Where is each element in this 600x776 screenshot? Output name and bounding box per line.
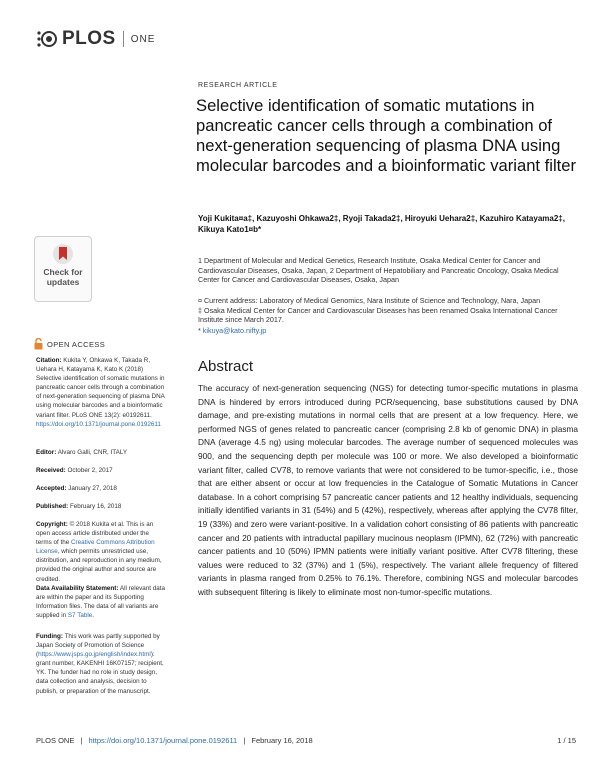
copyright-block <box>36 520 166 584</box>
published-block <box>36 502 166 511</box>
data-availability-text: All relevant data are within the paper and its Supporting Information files. The data of all variants are supplied in <box>36 585 166 620</box>
citation-doi-link[interactable]: https://doi.org/10.1371/journal.pone.0192611 <box>36 420 161 428</box>
data-availability-block <box>36 584 166 620</box>
funding-text: This work was partly supported by Japan Society of Promotion of Science ( <box>36 633 160 659</box>
current-address-note: ¤ Current address: Laboratory of Medical Genomics, Nara Institute of Science and Technology, Nara, Japan <box>198 296 541 305</box>
funding-text-2: ): grant number, KAKENHI 16K07157; recipient, YK. The funder had no role in study design, data collection and analysis, decision to publish, or preparation of the manuscript. <box>36 651 164 695</box>
open-access-label <box>34 338 105 350</box>
check-updates-label: Check for updates <box>43 267 83 287</box>
copyright-label: Copyright: <box>36 521 68 528</box>
copyright-text: © 2018 Kukita et al. This is an open access article distributed under the terms of the <box>36 521 154 547</box>
data-availability-end: . <box>92 612 95 620</box>
editor-label: Editor: <box>36 449 57 456</box>
editor-block <box>36 448 166 457</box>
funding-label: Funding: <box>36 633 63 640</box>
published-label: Published: <box>36 503 69 510</box>
affiliations: 1 Department of Molecular and Medical Genetics, Research Institute, Osaka Medical Center for Cancer and Cardiovascular Diseases, Osaka, Japan, 2 Department of Hepatobiliary and Pancreatic Oncology, Osaka Medical Center for Cancer and Cardiovascular Diseases, Osaka, Japan <box>198 256 559 285</box>
accepted-date: January 27, 2018 <box>68 485 117 492</box>
accepted-label: Accepted: <box>36 485 67 492</box>
funding-block <box>36 632 166 696</box>
plos-logo-icon <box>36 28 62 50</box>
open-access-text: OPEN ACCESS <box>47 339 106 349</box>
jsps-link[interactable]: https://www.jsps.go.jp/english/index.html <box>38 651 151 659</box>
citation-block <box>36 356 166 429</box>
article-type: RESEARCH ARTICLE <box>198 82 278 89</box>
open-lock-icon <box>34 338 43 350</box>
accepted-block <box>36 484 166 493</box>
journal-logo <box>36 28 155 50</box>
published-date: February 16, 2018 <box>69 503 122 510</box>
corresponding-email <box>198 326 266 335</box>
bookmark-icon <box>52 243 74 265</box>
received-date: October 2, 2017 <box>67 467 113 474</box>
author-notes <box>198 296 578 325</box>
page-footer <box>36 736 576 745</box>
license-link[interactable]: Creative Commons Attribution License <box>36 539 155 556</box>
footer-separator-2: | <box>243 736 246 745</box>
abstract-heading: Abstract <box>198 358 254 375</box>
footer-doi-link[interactable]: https://doi.org/10.1371/journal.pone.0192611 <box>88 736 238 745</box>
logo-divider <box>123 31 124 47</box>
citation-label: Citation: <box>36 357 62 364</box>
editor-text: Alvaro Galli, CNR, ITALY <box>57 449 128 456</box>
citation-text: Kukita Y, Ohkawa K, Takada R, Uehara H, Katayama K, Kato K (2018) Selective identification of somatic mutations in pancreatic cancer cells through a combination of next-generation sequencing of plasma DNA using molecular barcodes and a bioinformatic variant filter. PLoS ONE 13(2): e0192611. <box>36 357 165 419</box>
institution-note: ‡ Osaka Medical Center for Cancer and Cardiovascular Diseases has been renamed Osaka International Cancer Institute since March 2017. <box>198 305 558 325</box>
received-label: Received: <box>36 467 66 474</box>
author-list: Yoji Kukita¤a‡, Kazuyoshi Ohkawa2‡, Ryoji Takada2‡, Hiroyuki Uehara2‡, Kazuhiro Katayama2‡, Kikuya Kato1¤b* <box>198 214 565 234</box>
s7-table-link[interactable]: S7 Table <box>67 612 93 620</box>
email-link[interactable]: kikuya@kato.nifty.jp <box>202 326 267 335</box>
abstract-text: The accuracy of next-generation sequencing (NGS) for detecting tumor-specific mutations in plasma DNA is hindered by errors introduced during PCR/sequencing, base substitutions caused by DNA damage, and pre-existing mutations in normal cells that are present at a low frequency. Here, we performed NGS of genes related to pancreatic cancer (comprising 2.8 kb of genomic DNA) in plasma DNA (average 4.5 ng) using molecular barcodes. The average number of sequenced molecules was 900, and the sequencing depth per molecule was 100 or more. We also developed a bioinformatic variant filter, called CV78, to remove variants that were not considered to be tumor-specific, i.e., those that are either absent or occur at low frequencies in the Catalogue of Somatic Mutations in Cancer database. In a cohort comprising 57 pancreatic cancer patients and 12 healthy individuals, sequencing initially identified variants in 31 (54%) and 5 (42%), respectively, whereas after applying the CV78 filter, 19 (33%) and zero were variant-positive. In a validation cohort consisting of 86 patients with pancreatic cancer and 20 patients with intraductal papillary mucinous neoplasm (IPMN), 62 (72%) with pancreatic cancer patients and 10 (50%) IPMN patients were initially variant positive. After CV78 filtering, these values were reduced to 32 (37%) and 1 (5%), respectively. The variant allele frequency of filtered variants in plasma ranged from 0.25% to 76.1%. Therefore, combining NGS and molecular barcodes with subsequent filtering is likely to eliminate most non-tumor-specific mutations. <box>198 383 578 597</box>
check-for-updates-badge[interactable] <box>34 236 92 302</box>
copyright-text-2: , which permits unrestricted use, distribution, and reproduction in any medium, provided the original author and source are credited. <box>36 548 162 583</box>
footer-separator: | <box>80 736 83 745</box>
received-block <box>36 466 166 475</box>
journal-name: ONE <box>130 33 156 45</box>
footer-date: February 16, 2018 <box>251 736 313 745</box>
article-title: Selective identification of somatic mutations in pancreatic cancer cells through a combination of next-generation sequencing of plasma DNA using molecular barcodes and a bioinformatic variant filter <box>196 96 576 175</box>
logo-text: PLOS <box>62 28 116 49</box>
data-availability-label: Data Availability Statement: <box>36 585 119 592</box>
email-prefix: * <box>198 326 203 335</box>
footer-journal: PLOS ONE <box>36 736 75 745</box>
page-number: 1 / 15 <box>557 736 576 745</box>
